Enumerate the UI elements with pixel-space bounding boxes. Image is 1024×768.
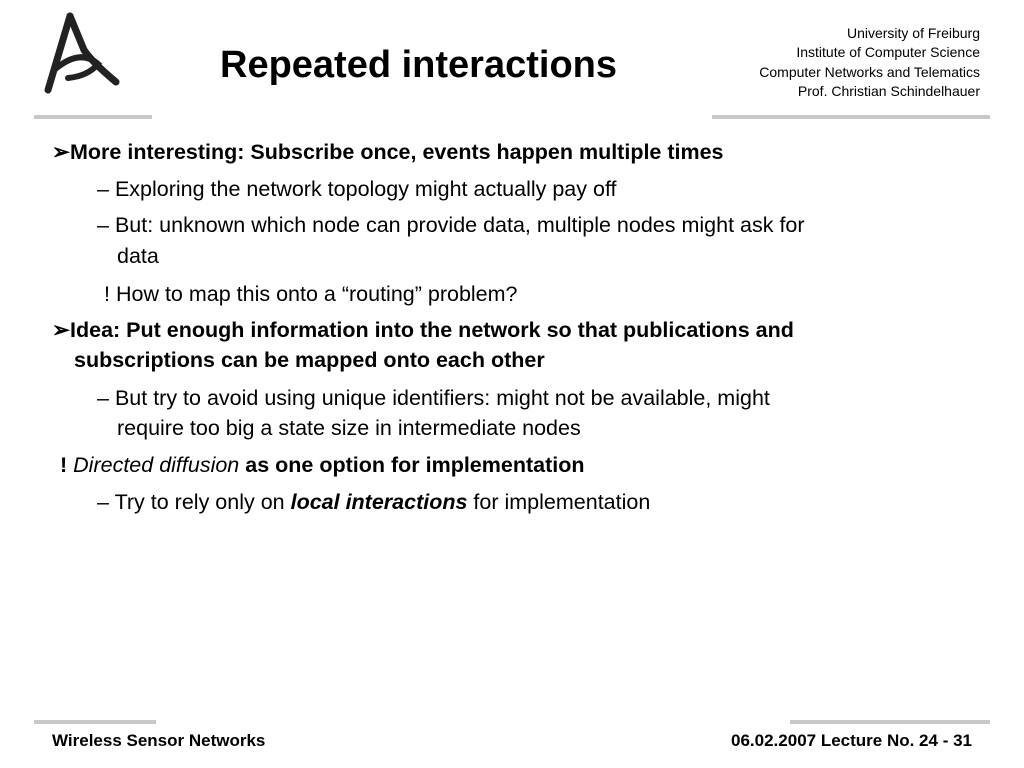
sub-bullet-avoid-identifiers: – But try to avoid using unique identifiers: might not be available, might bbox=[97, 386, 770, 410]
sub-bullet-unknown-node-cont: data bbox=[117, 244, 159, 268]
affiliation-professor: Prof. Christian Schindelhauer bbox=[797, 82, 980, 99]
university-logo-icon bbox=[40, 12, 130, 102]
footer-rule-left bbox=[34, 720, 156, 724]
implication-directed-diffusion: ! Directed diffusion as one option for implementation bbox=[60, 453, 585, 477]
affiliation-block bbox=[759, 24, 980, 101]
sub-bullet-unknown-node: – But: unknown which node can provide data, multiple nodes might ask for bbox=[97, 213, 805, 237]
slide-title: Repeated interactions bbox=[220, 44, 617, 86]
sub-bullet-exploring: – Exploring the network topology might actually pay off bbox=[97, 177, 617, 201]
header-rule-right bbox=[712, 115, 990, 119]
affiliation-department: Computer Networks and Telematics bbox=[759, 63, 980, 80]
sub-bullet-local-interactions: – Try to rely only on local interactions for implementation bbox=[97, 490, 651, 514]
sub-bullet-avoid-identifiers-cont: require too big a state size in intermediate nodes bbox=[117, 416, 581, 440]
bullet-subscribe-once: ➢More interesting: Subscribe once, events happen multiple times bbox=[52, 140, 724, 164]
affiliation-institute: Institute of Computer Science bbox=[796, 44, 980, 61]
bullet-idea: ➢Idea: Put enough information into the network so that publications and bbox=[52, 318, 794, 342]
implication-routing: ! How to map this onto a “routing” problem? bbox=[104, 282, 518, 306]
bullet-marker: ➢ bbox=[52, 140, 71, 164]
footer-course: Wireless Sensor Networks bbox=[52, 731, 266, 750]
affiliation-university: University of Freiburg bbox=[846, 25, 980, 41]
footer-rule-right bbox=[790, 720, 990, 724]
footer-lecture-info: 06.02.2007 Lecture No. 24 - 31 bbox=[731, 731, 972, 750]
bullet-marker: ➢ bbox=[52, 318, 71, 342]
bullet-idea-cont: subscriptions can be mapped onto each other bbox=[74, 348, 545, 372]
header-rule-left bbox=[34, 115, 152, 119]
